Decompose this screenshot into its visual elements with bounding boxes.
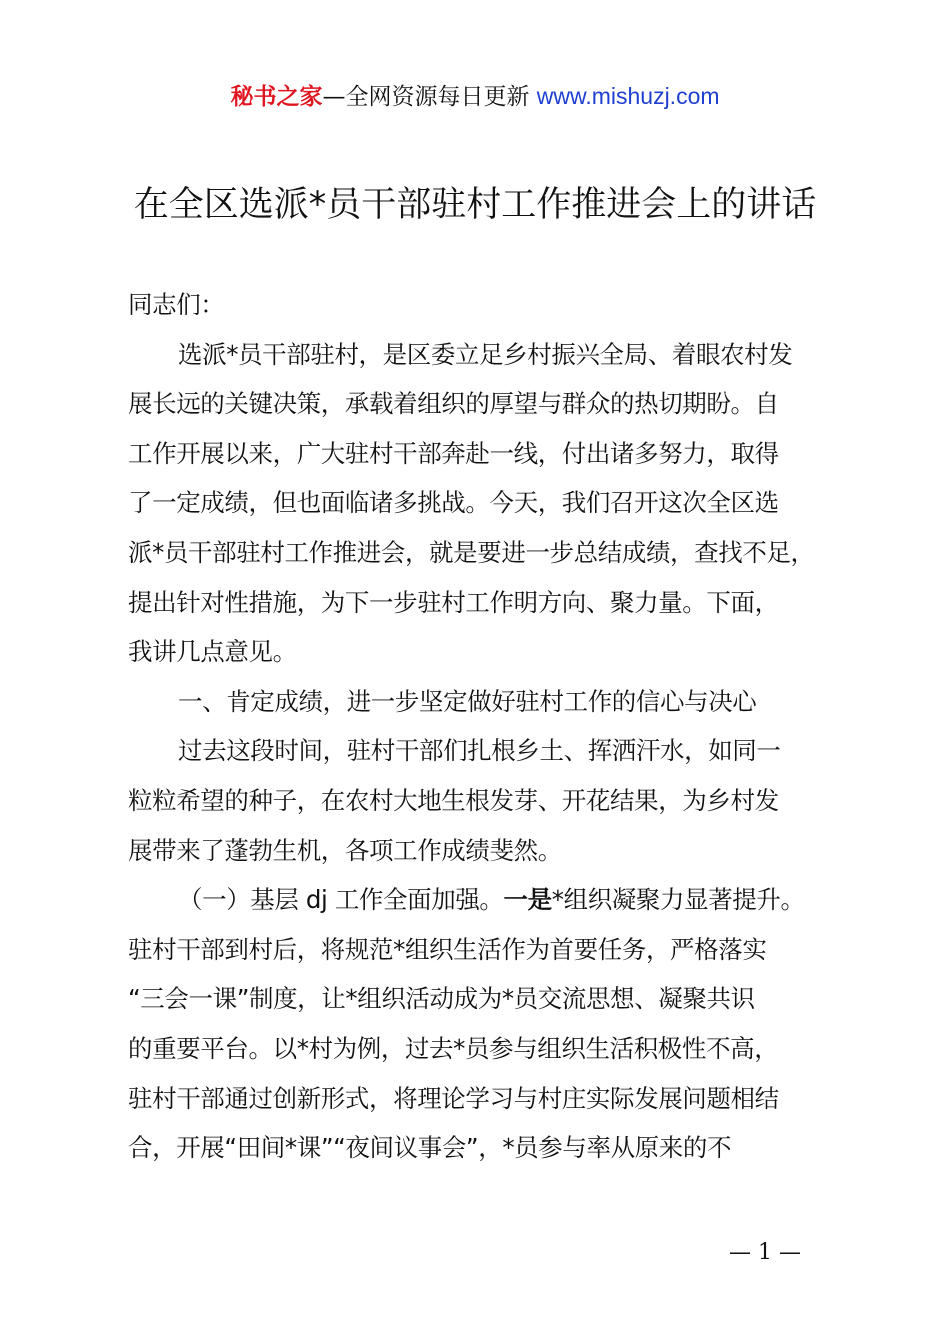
page-number: — 1 — (729, 1240, 801, 1265)
paragraph-line: 选派*员干部驻村，是区委立足乡村振兴全局、着眼农村发 (178, 339, 793, 369)
section-heading: 一、肯定成绩，进一步坚定做好驻村工作的信心与决心 (178, 686, 757, 716)
paragraph-line: 我讲几点意见。 (128, 637, 297, 667)
paragraph-line: “三会一课”制度，让*组织活动成为*员交流思想、凝聚共识 (128, 984, 755, 1014)
paragraph-line: 的重要平台。以*村为例，过去*员参与组织生活积极性不高， (128, 1033, 779, 1063)
paragraph-line: 展长远的关键决策，承载着组织的厚望与群众的热切期盼。自 (128, 389, 779, 419)
point-marker: 一是 (503, 885, 552, 915)
paragraph-line: 展带来了蓬勃生机，各项工作成绩斐然。 (128, 835, 562, 865)
paragraph-line: 驻村干部通过创新形式，将理论学习与村庄实际发展问题相结 (128, 1083, 779, 1113)
point-text: *组织凝聚力显著提升。 (551, 885, 805, 915)
paragraph-line: 了一定成绩，但也面临诸多挑战。今天，我们召开这次全区选 (128, 488, 779, 518)
document-title: 在全区选派*员干部驻村工作推进会上的讲话 (133, 185, 817, 225)
subsection-line (128, 875, 840, 925)
paragraph-line: 过去这段时间，驻村干部们扎根乡土、挥洒汗水，如同一 (178, 736, 781, 766)
subsection-heading: （一）基层 dj 工作全面加强。 (178, 885, 504, 915)
site-url-link[interactable]: www.mishuzj.com (536, 83, 720, 109)
brand-name: 秘书之家 (230, 84, 323, 110)
paragraph-line: 驻村干部到村后，将规范*组织生活作为首要任务，严格落实 (128, 934, 767, 964)
paragraph-line: 合，开展“田间*课”“夜间议事会”，*员参与率从原来的不 (128, 1133, 732, 1163)
salutation: 同志们： (128, 290, 225, 319)
paragraph-line: 工作开展以来，广大驻村干部奔赴一线，付出诸多努力，取得 (128, 438, 779, 468)
document-body (128, 280, 840, 1173)
header-tagline: —全网资源每日更新 (322, 84, 530, 110)
paragraph-line: 粒粒希望的种子，在农村大地生根发芽、开花结果，为乡村发 (128, 785, 779, 815)
paragraph-line: 提出针对性措施，为下一步驻村工作明方向、聚力量。下面， (128, 587, 779, 617)
paragraph-line: 派*员干部驻村工作推进会，就是要进一步总结成绩，查找不足， (128, 537, 815, 567)
site-header (0, 80, 950, 113)
